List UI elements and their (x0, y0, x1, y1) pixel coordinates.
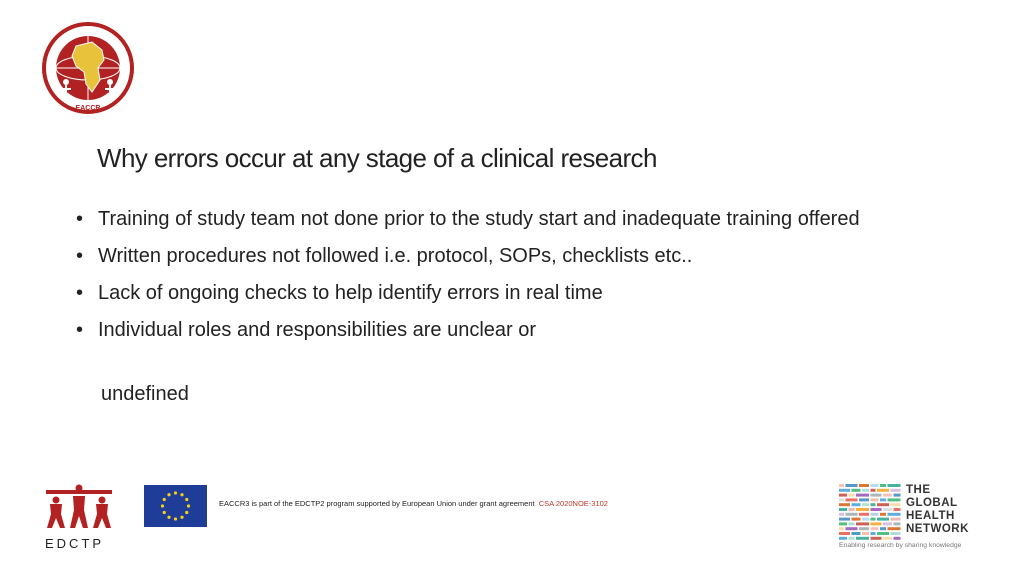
ghn-stripe (880, 484, 886, 487)
ghn-stripe (839, 518, 850, 521)
eu-star (174, 491, 177, 494)
ghn-stripe (846, 498, 858, 501)
ghn-stripe (856, 537, 869, 540)
bullet-glyph: • (76, 245, 84, 267)
ghn-stripe (871, 518, 876, 521)
ghn-stripe (888, 527, 901, 530)
bullet-text: Individual roles and responsibilities are unclear or (98, 319, 537, 341)
ghn-stripe (856, 522, 869, 525)
ghn-stripe (839, 494, 847, 497)
ghn-stripe (883, 537, 892, 540)
ghn-stripe (880, 498, 886, 501)
ghn-stripe (894, 522, 901, 525)
ghn-stripe (839, 513, 844, 516)
ghn-stripe (888, 513, 901, 516)
eu-star (187, 504, 190, 507)
ghn-stripe (871, 522, 882, 525)
ghn-stripe (839, 489, 850, 492)
eu-star (161, 504, 164, 507)
ghn-stripe (849, 494, 855, 497)
ghn-stripe (894, 537, 901, 540)
edctp-label: EDCTP (45, 536, 105, 551)
ghn-stripe (846, 527, 858, 530)
bullet-item (74, 206, 924, 232)
ghn-stripe (888, 498, 901, 501)
ghn-stripe (883, 508, 892, 511)
ghn-stripe (859, 527, 869, 530)
bullet-continuation: undefined (101, 383, 189, 405)
bullet-item (74, 243, 924, 269)
ghn-stripe (894, 494, 901, 497)
eu-star (167, 493, 170, 496)
ghn-stripe (852, 518, 861, 521)
ghn-stripe (839, 498, 844, 501)
bullet-glyph: • (76, 208, 84, 230)
bullet-list (74, 206, 924, 354)
ghn-stripe (880, 527, 886, 530)
eu-star (180, 493, 183, 496)
eu-star (174, 517, 177, 520)
ghn-line: NETWORK (906, 523, 969, 535)
eu-star (163, 511, 166, 514)
ghn-line: HEALTH (906, 510, 955, 522)
ghn-stripe (862, 518, 869, 521)
ghn-stripe (891, 503, 901, 506)
global-health-network-logo (839, 484, 979, 554)
eu-star (163, 498, 166, 501)
ghn-stripe (839, 484, 844, 487)
eu-star (167, 516, 170, 519)
ghn-stripe (871, 498, 879, 501)
ghn-stripe (839, 508, 847, 511)
ghn-stripe (877, 518, 889, 521)
ghn-stripe (871, 508, 882, 511)
ghn-stripe (859, 498, 869, 501)
ghn-stripe (839, 503, 850, 506)
ghn-stripe (859, 484, 869, 487)
bullet-text: Lack of ongoing checks to help identify errors in real time (98, 282, 603, 304)
ghn-stripe (883, 522, 892, 525)
eu-flag-icon (144, 485, 207, 527)
bullet-glyph: • (76, 319, 84, 341)
ghn-stripe (859, 513, 869, 516)
ghn-stripe (839, 537, 847, 540)
ghn-stripe (871, 527, 879, 530)
ghn-stripe (846, 513, 858, 516)
ghn-line: GLOBAL (906, 497, 958, 509)
ghn-stripe (856, 494, 869, 497)
ghn-stripe (891, 532, 901, 535)
ghn-stripe (894, 508, 901, 511)
ghn-stripe (871, 494, 882, 497)
ghn-stripe (856, 508, 869, 511)
ghn-line: THE (906, 484, 931, 496)
ghn-stripe (849, 522, 855, 525)
edctp-logo (46, 484, 112, 530)
eu-star (185, 498, 188, 501)
bullet-text: Written procedures not followed i.e. protocol, SOPs, checklists etc.. (98, 245, 693, 267)
grant-number: CSA 2020NOE-3102 (538, 499, 608, 508)
ghn-stripe (871, 484, 879, 487)
ghn-stripe (852, 503, 861, 506)
ghn-stripe (871, 489, 876, 492)
ghn-stripe (888, 484, 901, 487)
funding-text: EACCR3 is part of the EDCTP2 program supported by European Union under grant agreement (219, 499, 535, 508)
ghn-stripe (839, 527, 844, 530)
ghn-stripe (877, 503, 889, 506)
ghn-tagline: Enabling research by sharing knowledge (839, 542, 962, 549)
bullet-item (74, 317, 924, 343)
ghn-stripe (880, 513, 886, 516)
bullet-text: Training of study team not done prior to the study start and inadequate training offered (98, 208, 860, 230)
ghn-stripe (891, 489, 901, 492)
ghn-stripe (871, 532, 876, 535)
ghn-stripe (862, 489, 869, 492)
ghn-stripe (862, 503, 869, 506)
bullet-glyph: • (76, 282, 84, 304)
funding-note (219, 499, 608, 508)
eaccr-logo (40, 22, 136, 114)
ghn-stripe (877, 532, 889, 535)
ghn-stripe (871, 537, 882, 540)
ghn-stripe (852, 489, 861, 492)
ghn-stripe (852, 532, 861, 535)
eu-star (185, 511, 188, 514)
eaccr-abbr: EACCR (75, 105, 101, 112)
ghn-stripe (871, 503, 876, 506)
slide-title: Why errors occur at any stage of a clinical research (97, 143, 657, 173)
ghn-stripe (849, 508, 855, 511)
ghn-stripe (883, 494, 892, 497)
bullet-item (74, 280, 924, 306)
ghn-name (906, 484, 969, 536)
ghn-stripe (891, 518, 901, 521)
eu-star (180, 516, 183, 519)
ghn-stripe (871, 513, 879, 516)
ghn-stripe (849, 537, 855, 540)
ghn-barcode-icon (839, 484, 901, 542)
ghn-stripe (839, 532, 850, 535)
ghn-stripe (862, 532, 869, 535)
ghn-stripe (839, 522, 847, 525)
ghn-stripe (877, 489, 889, 492)
ghn-stripe (846, 484, 858, 487)
